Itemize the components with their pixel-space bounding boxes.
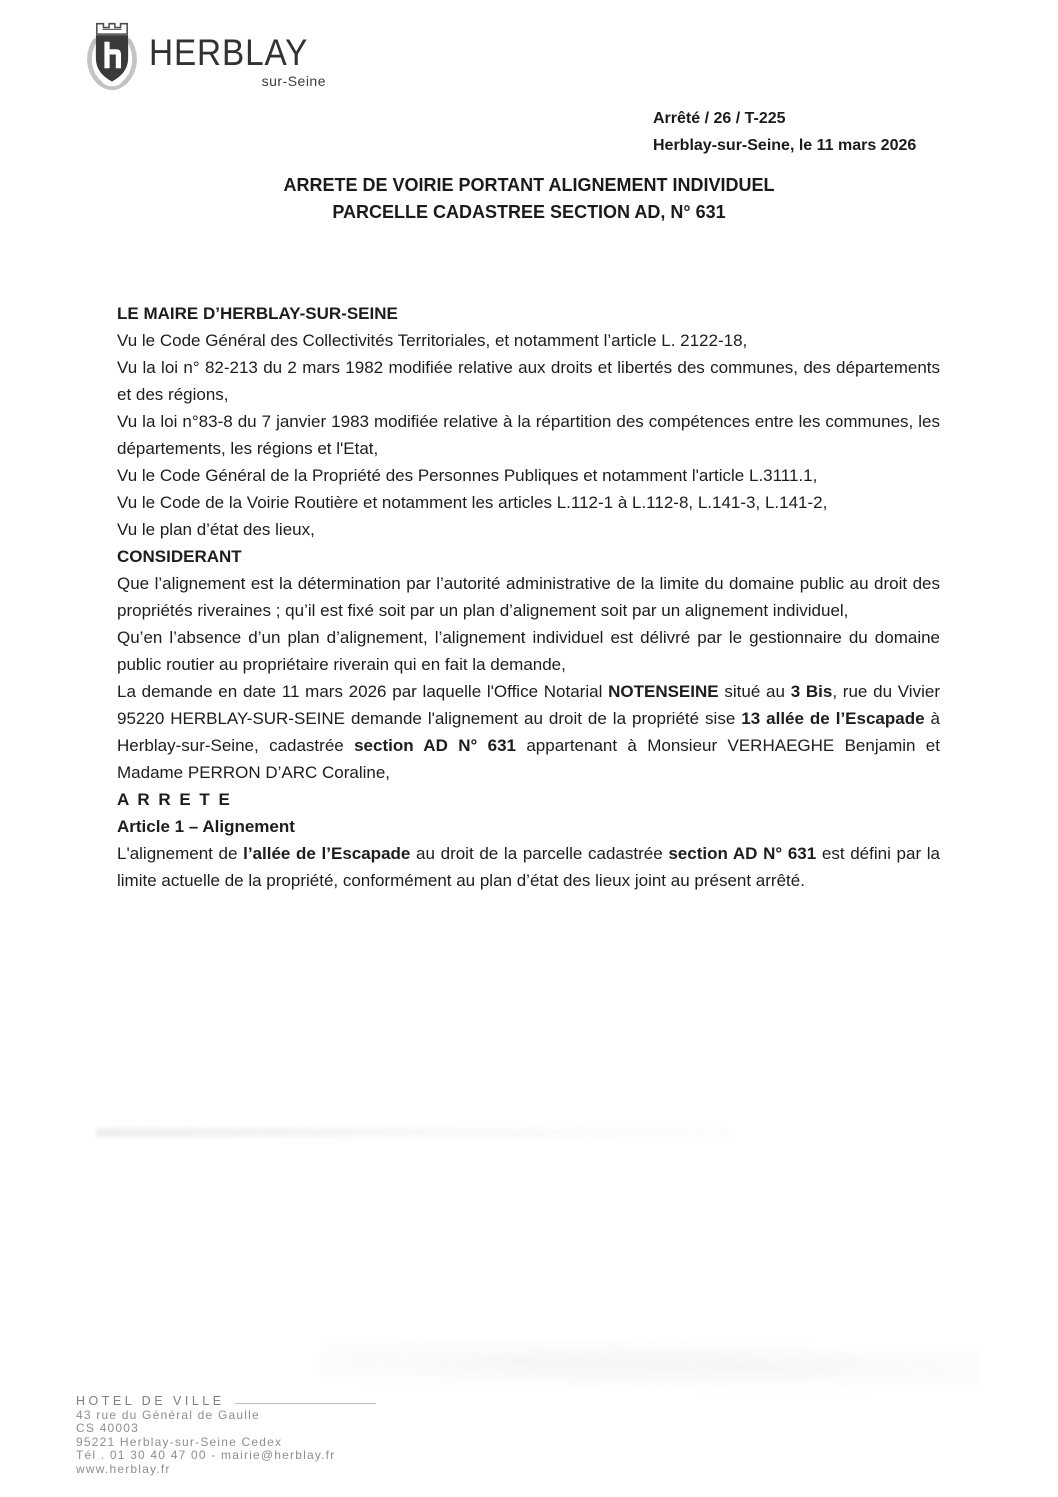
vu-loi-83-8: Vu la loi n°83-8 du 7 janvier 1983 modifiée relative à la répartition des compétences entre les communes, les départements, les régions et l'Etat, [117,412,940,458]
vu-code-propriete: Vu le Code Général de la Propriété des Personnes Publiques et notamment l'article L.3111.1, [117,466,818,485]
vu-loi-82-213: Vu la loi n° 82-213 du 2 mars 1982 modifiée relative aux droits et libertés des communes, des départements et des régions, [117,358,940,404]
considerant-heading: CONSIDERANT [117,547,242,566]
vu-plan-etat-lieux: Vu le plan d’état des lieux, [117,520,315,539]
footer-address-street: 43 rue du Général de Gaulle [76,1407,260,1422]
footer [76,1395,376,1476]
footer-phone-email: Tél . 01 30 40 47 00 - mairie@herblay.fr [76,1448,336,1462]
arrete-heading: A R R E T E [117,790,232,809]
article-1-paragraph: L'alignement de l’allée de l’Escapade au droit de la parcelle cadastrée section AD N° 631 est défini par la limite actuelle de la propriété, conformément au plan d’état des lieux joint au présent arrêté. [117,844,940,890]
logo-subname: sur-Seine [261,73,326,89]
document-title [0,172,1058,226]
reference-block [653,105,916,159]
logo-name: HERBLAY [149,32,309,73]
footer-rule [235,1403,376,1404]
maire-heading: LE MAIRE D’HERBLAY-SUR-SEINE [117,304,398,323]
vu-code-voirie: Vu le Code de la Voirie Routière et notamment les articles L.112-1 à L.112-8, L.141-3, L.141-2, [117,493,828,512]
footer-address-city: 95221 Herblay-sur-Seine Cedex [76,1434,283,1449]
scan-artifact [95,1128,735,1137]
place-and-date: Herblay-sur-Seine, le 11 mars 2026 [653,137,917,154]
article-1-heading: Article 1 – Alignement [117,817,295,836]
header [83,18,326,92]
considerant-clause-1: Que l’alignement est la détermination par l’autorité administrative de la limite du domaine public au droit des propriétés riveraines ; qu’il est fixé soit par un plan d’alignement soit par un alignement individuel, [117,574,940,620]
arrete-reference: Arrêté / 26 / T-225 [653,110,786,127]
footer-address-cs: CS 40003 [76,1421,139,1435]
document-body [117,300,940,894]
footer-website: www.herblay.fr [76,1461,171,1476]
vu-code-collectivites: Vu le Code Général des Collectivités Territoriales, et notamment l’article L. 2122-18, [117,331,748,350]
scan-artifact [320,1338,980,1394]
footer-line-label: HOTEL DE VILLE [76,1394,225,1408]
herblay-coat-of-arms-icon [83,18,141,92]
demande-paragraph: La demande en date 11 mars 2026 par laquelle l'Office Notarial NOTENSEINE situé au 3 Bis, rue du Vivier 95220 HERBLAY-SUR-SEINE demande l'alignement au droit de la propriété sise 13 allée de l’Escapade à Herblay-sur-Seine, cadastrée section AD N° 631 appartenant à Monsieur VERHAEGHE Benjamin et Madame PERRON D’ARC Coraline, [117,682,940,782]
title-line-2: PARCELLE CADASTREE SECTION AD, N° 631 [332,202,726,222]
logo-text [149,34,326,89]
considerant-clause-2: Qu’en l’absence d’un plan d’alignement, l’alignement individuel est délivré par le gestionnaire du domaine public routier au propriétaire riverain qui en fait la demande, [117,628,940,674]
title-line-1: ARRETE DE VOIRIE PORTANT ALIGNEMENT INDIVIDUEL [283,175,775,195]
footer-hotel-de-ville [76,1395,376,1409]
